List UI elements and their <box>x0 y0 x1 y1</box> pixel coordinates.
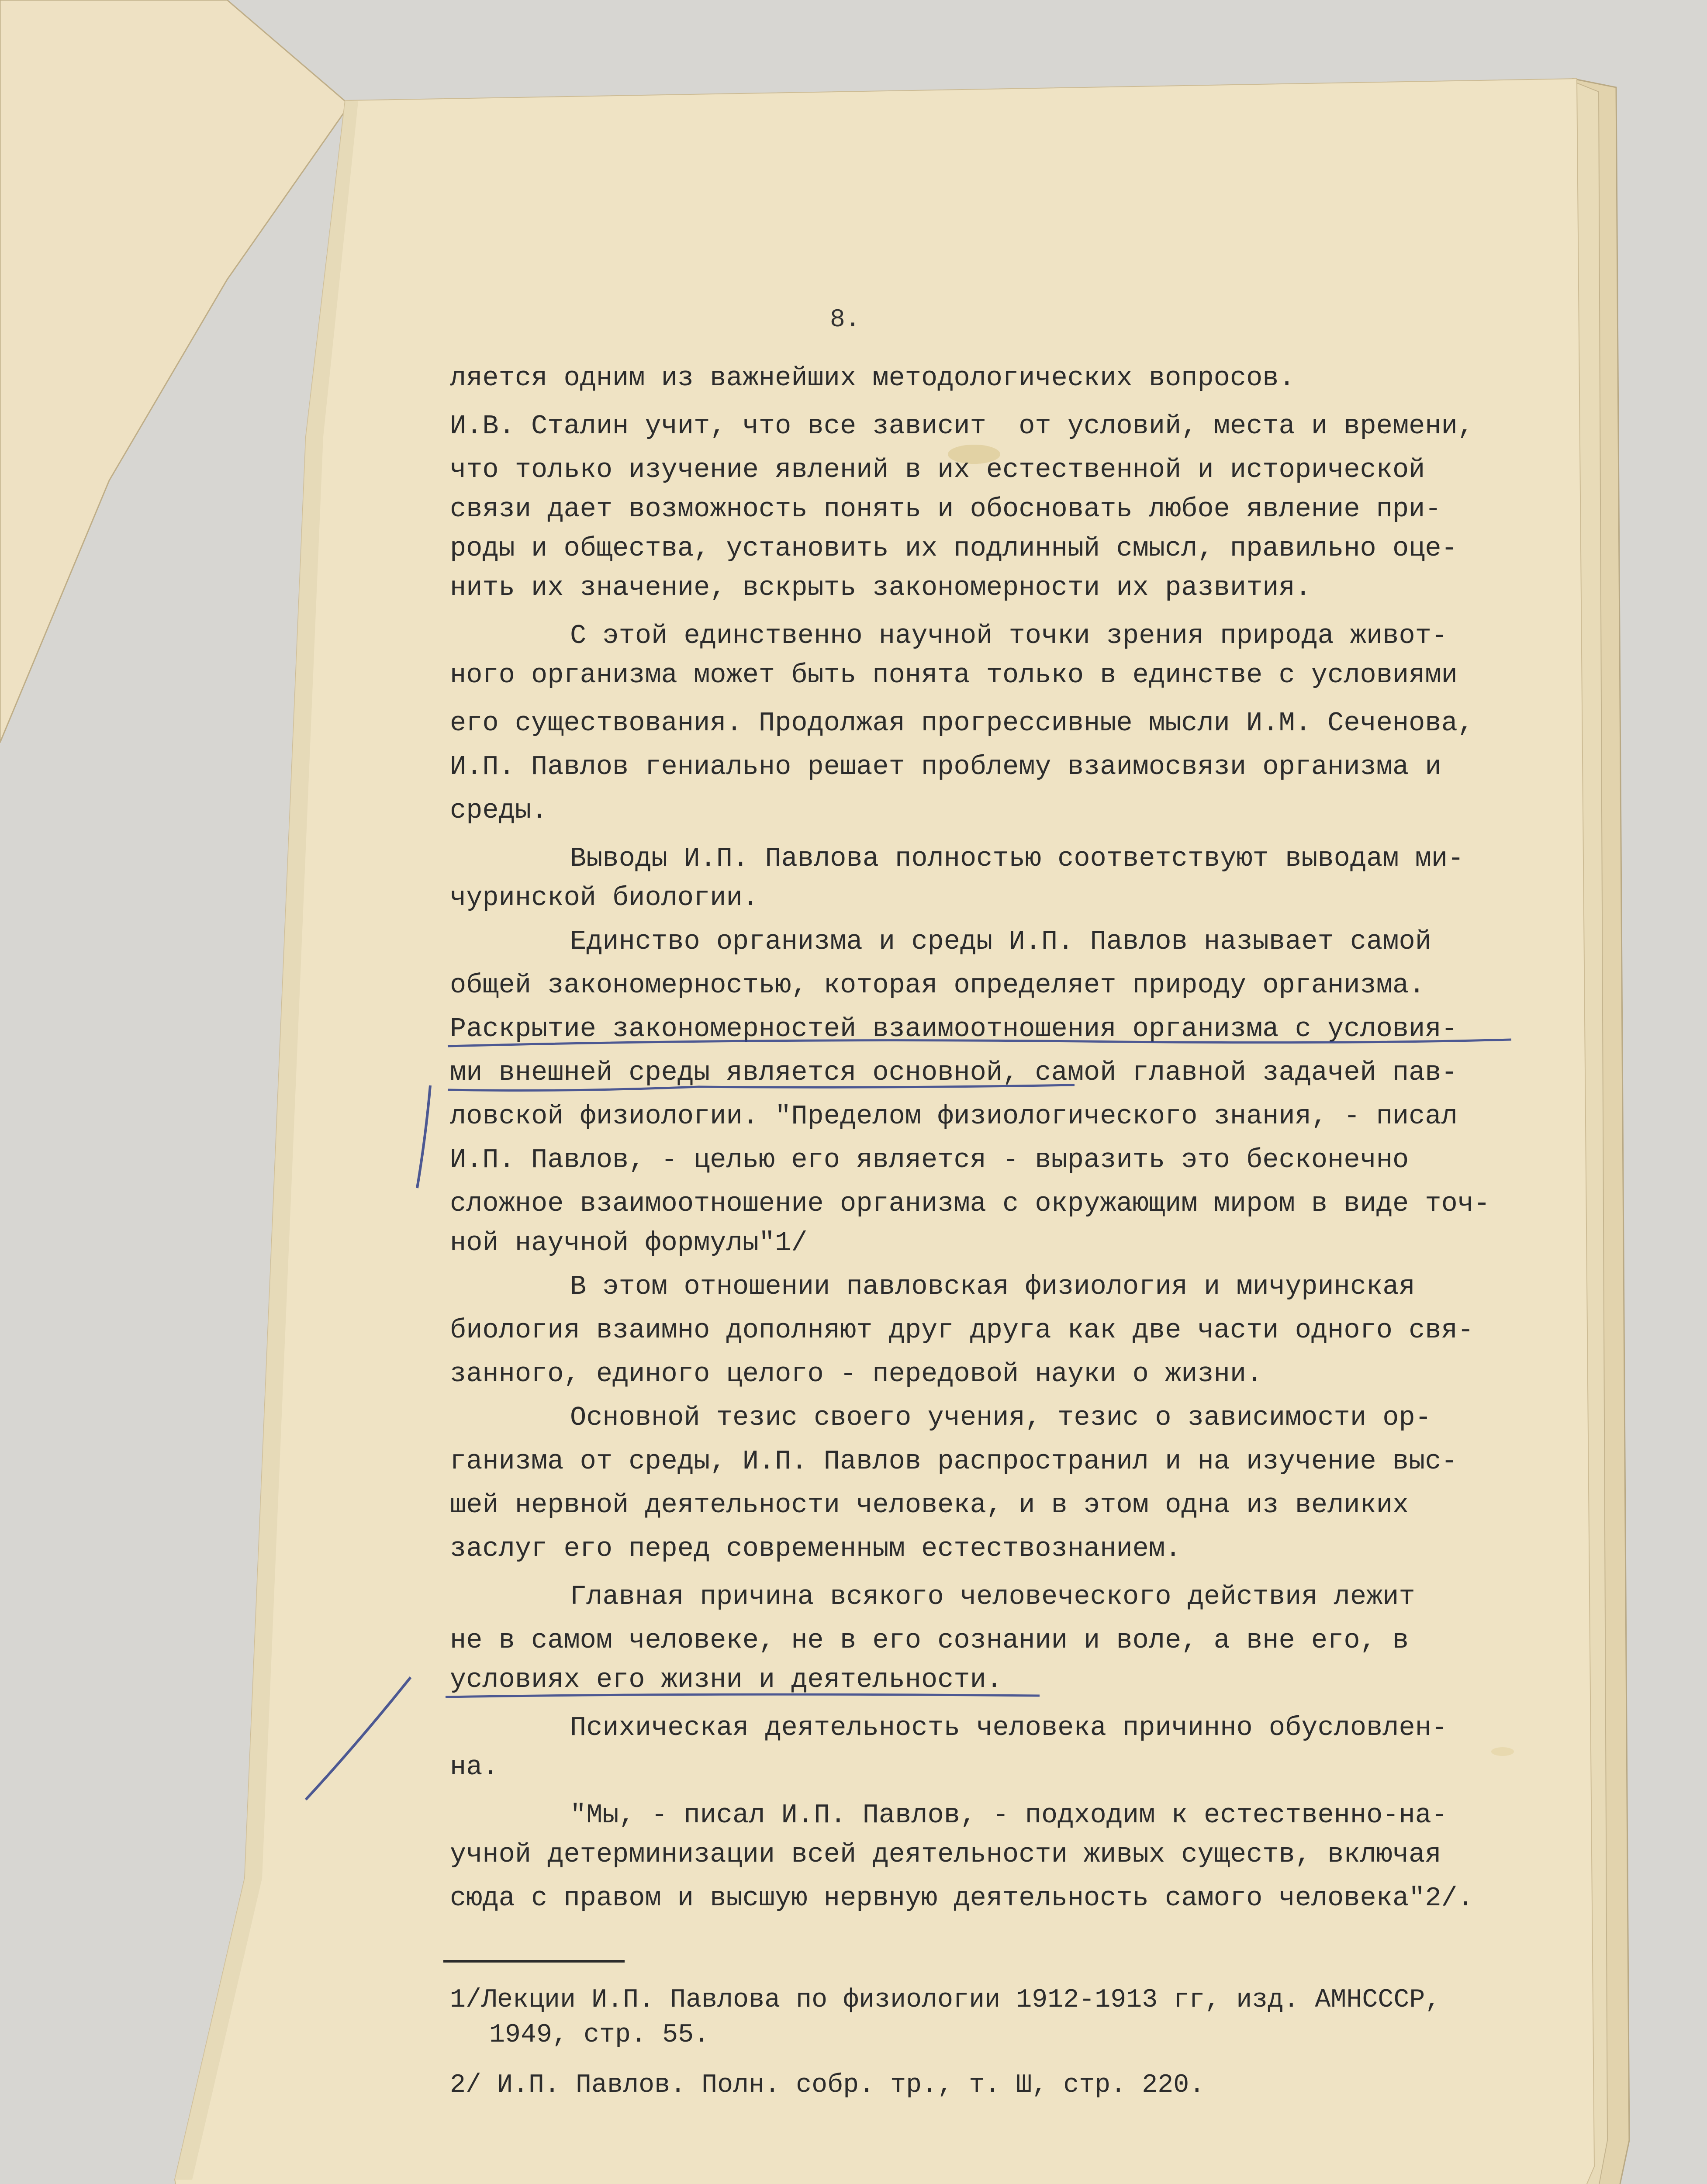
text-line: Главная причина всякого человеческого действия лежит <box>570 1581 1415 1612</box>
text-line: условиях его жизни и деятельности. <box>450 1664 1003 1695</box>
text-line: связи дает возможность понять и обосновать любое явление при- <box>450 494 1441 525</box>
text-line: нить их значение, вскрыть закономерности их развития. <box>450 572 1311 603</box>
text-line: Единство организма и среды И.П. Павлов называет самой <box>570 926 1431 957</box>
text-line: шей нервной деятельности человека, и в этом одна из великих <box>450 1489 1409 1521</box>
text-line: ми внешней среды является основной, самой главной задачей пав- <box>450 1057 1458 1088</box>
text-line: общей закономерностью, которая определяет природу организма. <box>450 970 1425 1001</box>
margin-mark <box>306 1677 411 1800</box>
pencil-underline <box>446 1694 1040 1697</box>
text-line: сложное взаимоотношение организма с окружающим миром в виде точ- <box>450 1188 1490 1219</box>
text-line: ганизма от среды, И.П. Павлов распространил и на изучение выс- <box>450 1446 1458 1477</box>
text-line: Основной тезис своего учения, тезис о зависимости ор- <box>570 1402 1431 1433</box>
text-line: ляется одним из важнейших методологических вопросов. <box>450 363 1295 394</box>
text-line: заслуг его перед современным естествознанием. <box>450 1533 1182 1564</box>
text-line: И.В. Сталин учит, что все зависит от условий, места и времени, <box>450 411 1474 442</box>
page-number: 8. <box>830 306 860 334</box>
text-line: И.П. Павлов, - целью его является - выразить это бесконечно <box>450 1144 1409 1175</box>
footnote-line: 2/ И.П. Павлов. Полн. собр. тр., т. Ш, стр. 220. <box>450 2070 1205 2100</box>
text-line: учной детерминизации всей деятельности живых существ, включая <box>450 1839 1441 1870</box>
pencil-underline <box>448 1085 1075 1090</box>
text-line: биология взаимно дополняют друг друга как две части одного свя- <box>450 1315 1474 1346</box>
text-line: С этой единственно научной точки зрения природа живот- <box>570 620 1448 651</box>
text-line: Раскрытие закономерностей взаимоотношения организма с условия- <box>450 1013 1458 1044</box>
text-line: чуринской биологии. <box>450 882 759 913</box>
text-line: что только изучение явлений в их естественной и исторической <box>450 454 1425 485</box>
text-line: "Мы, - писал И.П. Павлов, - подходим к естественно-на- <box>570 1800 1448 1831</box>
text-line: ной научной формулы"1/ <box>450 1227 808 1258</box>
text-line: Выводы И.П. Павлова полностью соответствуют выводам ми- <box>570 843 1464 874</box>
margin-mark <box>417 1085 430 1188</box>
text-line: ловской физиологии. "Пределом физиологического знания, - писал <box>450 1101 1458 1132</box>
text-line: В этом отношении павловская физиология и мичуринская <box>570 1271 1415 1302</box>
text-line: Психическая деятельность человека причинно обусловлен- <box>570 1712 1448 1743</box>
text-line: занного, единого целого - передовой науки о жизни. <box>450 1358 1263 1389</box>
text-line: сюда с правом и высшую нервную деятельность самого человека"2/. <box>450 1883 1474 1914</box>
text-line: И.П. Павлов гениально решает проблему взаимосвязи организма и <box>450 751 1441 782</box>
text-line: роды и общества, установить их подлинный смысл, правильно оце- <box>450 533 1458 564</box>
text-line: на. <box>450 1752 499 1783</box>
text-line: не в самом человеке, не в его сознании и воле, а вне его, в <box>450 1625 1409 1656</box>
text-line: ного организма может быть понята только в единстве с условиями <box>450 660 1458 691</box>
footnote-line: 1949, стр. 55. <box>489 2020 710 2050</box>
text-line: среды. <box>450 795 548 826</box>
footnote-line: 1/Лекции И.П. Павлова по физиологии 1912-1913 гг, изд. АМНСССР, <box>450 1985 1441 2015</box>
pencil-underline <box>448 1040 1511 1046</box>
text-line: его существования. Продолжая прогрессивные мысли И.М. Сеченова, <box>450 708 1474 739</box>
